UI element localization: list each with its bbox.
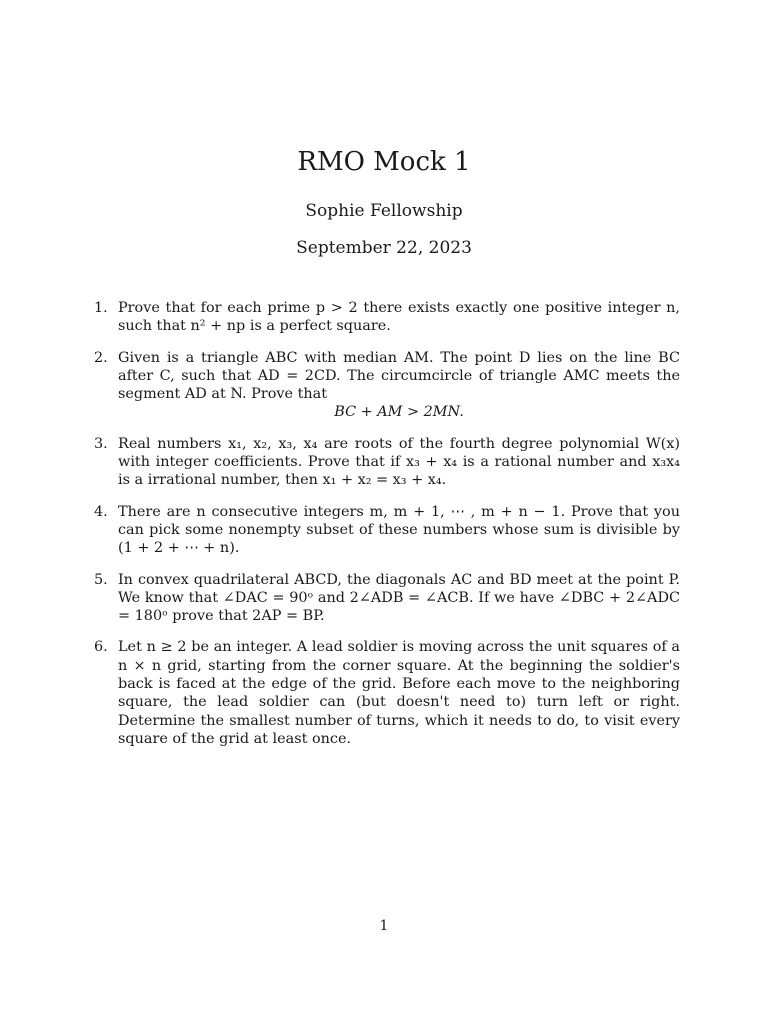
- author-name: Sophie Fellowship: [305, 201, 463, 221]
- problem-text: There are n consecutive integers m, m + 1, ⋯ , m + n − 1. Prove that you can pick some nonempty subset of these numbers whose sum is divisible by (1 + 2 + ⋯ + n).: [118, 503, 680, 557]
- problem-text: In convex quadrilateral ABCD, the diagonals AC and BD meet at the point P. We know that ∠DAC = 90ᵒ and 2∠ADB = ∠ACB. If we have ∠DBC + 2∠ADC = 180ᵒ prove that 2AP = BP.: [118, 571, 680, 625]
- problem-item: [94, 571, 680, 626]
- problem-number: 2.: [94, 349, 108, 366]
- problem-number: 5.: [94, 571, 108, 588]
- display-equation: BC + AM > 2MN.: [334, 404, 464, 421]
- document-date: September 22, 2023: [296, 238, 472, 258]
- problem-item: [94, 638, 680, 748]
- problem-number: 3.: [94, 435, 108, 452]
- problem-item: [94, 435, 680, 490]
- problem-text: Real numbers x₁, x₂, x₃, x₄ are roots of the fourth degree polynomial W(x) with integer coefficients. Prove that if x₃ + x₄ is a rational number and x₃x₄ is a irrational number, then x₁ + x₂ = x₃ + x₄.: [118, 435, 680, 489]
- problem-list: [94, 299, 680, 761]
- problem-number: 4.: [94, 503, 108, 520]
- problem-number: 1.: [94, 300, 108, 316]
- document-title: RMO Mock 1: [297, 147, 471, 177]
- problem-item: [94, 349, 680, 422]
- problem-number: 6.: [94, 639, 108, 656]
- problem-item: [94, 503, 680, 558]
- problem-item: [94, 299, 680, 336]
- page-number: 1: [379, 918, 389, 934]
- problem-text: Prove that for each prime p > 2 there exists exactly one positive integer n, such that n² + np is a perfect square.: [118, 300, 680, 335]
- problem-text: Let n ≥ 2 be an integer. A lead soldier is moving across the unit squares of a n × n grid, starting from the corner square. At the beginning the soldier's back is faced at the edge of the grid. Before each move to the neighboring square, the lead soldier can (but doesn't need to) turn left or right. Determine the smallest number of turns, which it needs to do, to visit every square of the grid at least once.: [118, 639, 680, 747]
- problem-text: Given is a triangle ABC with median AM. The point D lies on the line BC after C, such that AD = 2CD. The circumcircle of triangle AMC meets the segment AD at N. Prove that: [118, 349, 680, 403]
